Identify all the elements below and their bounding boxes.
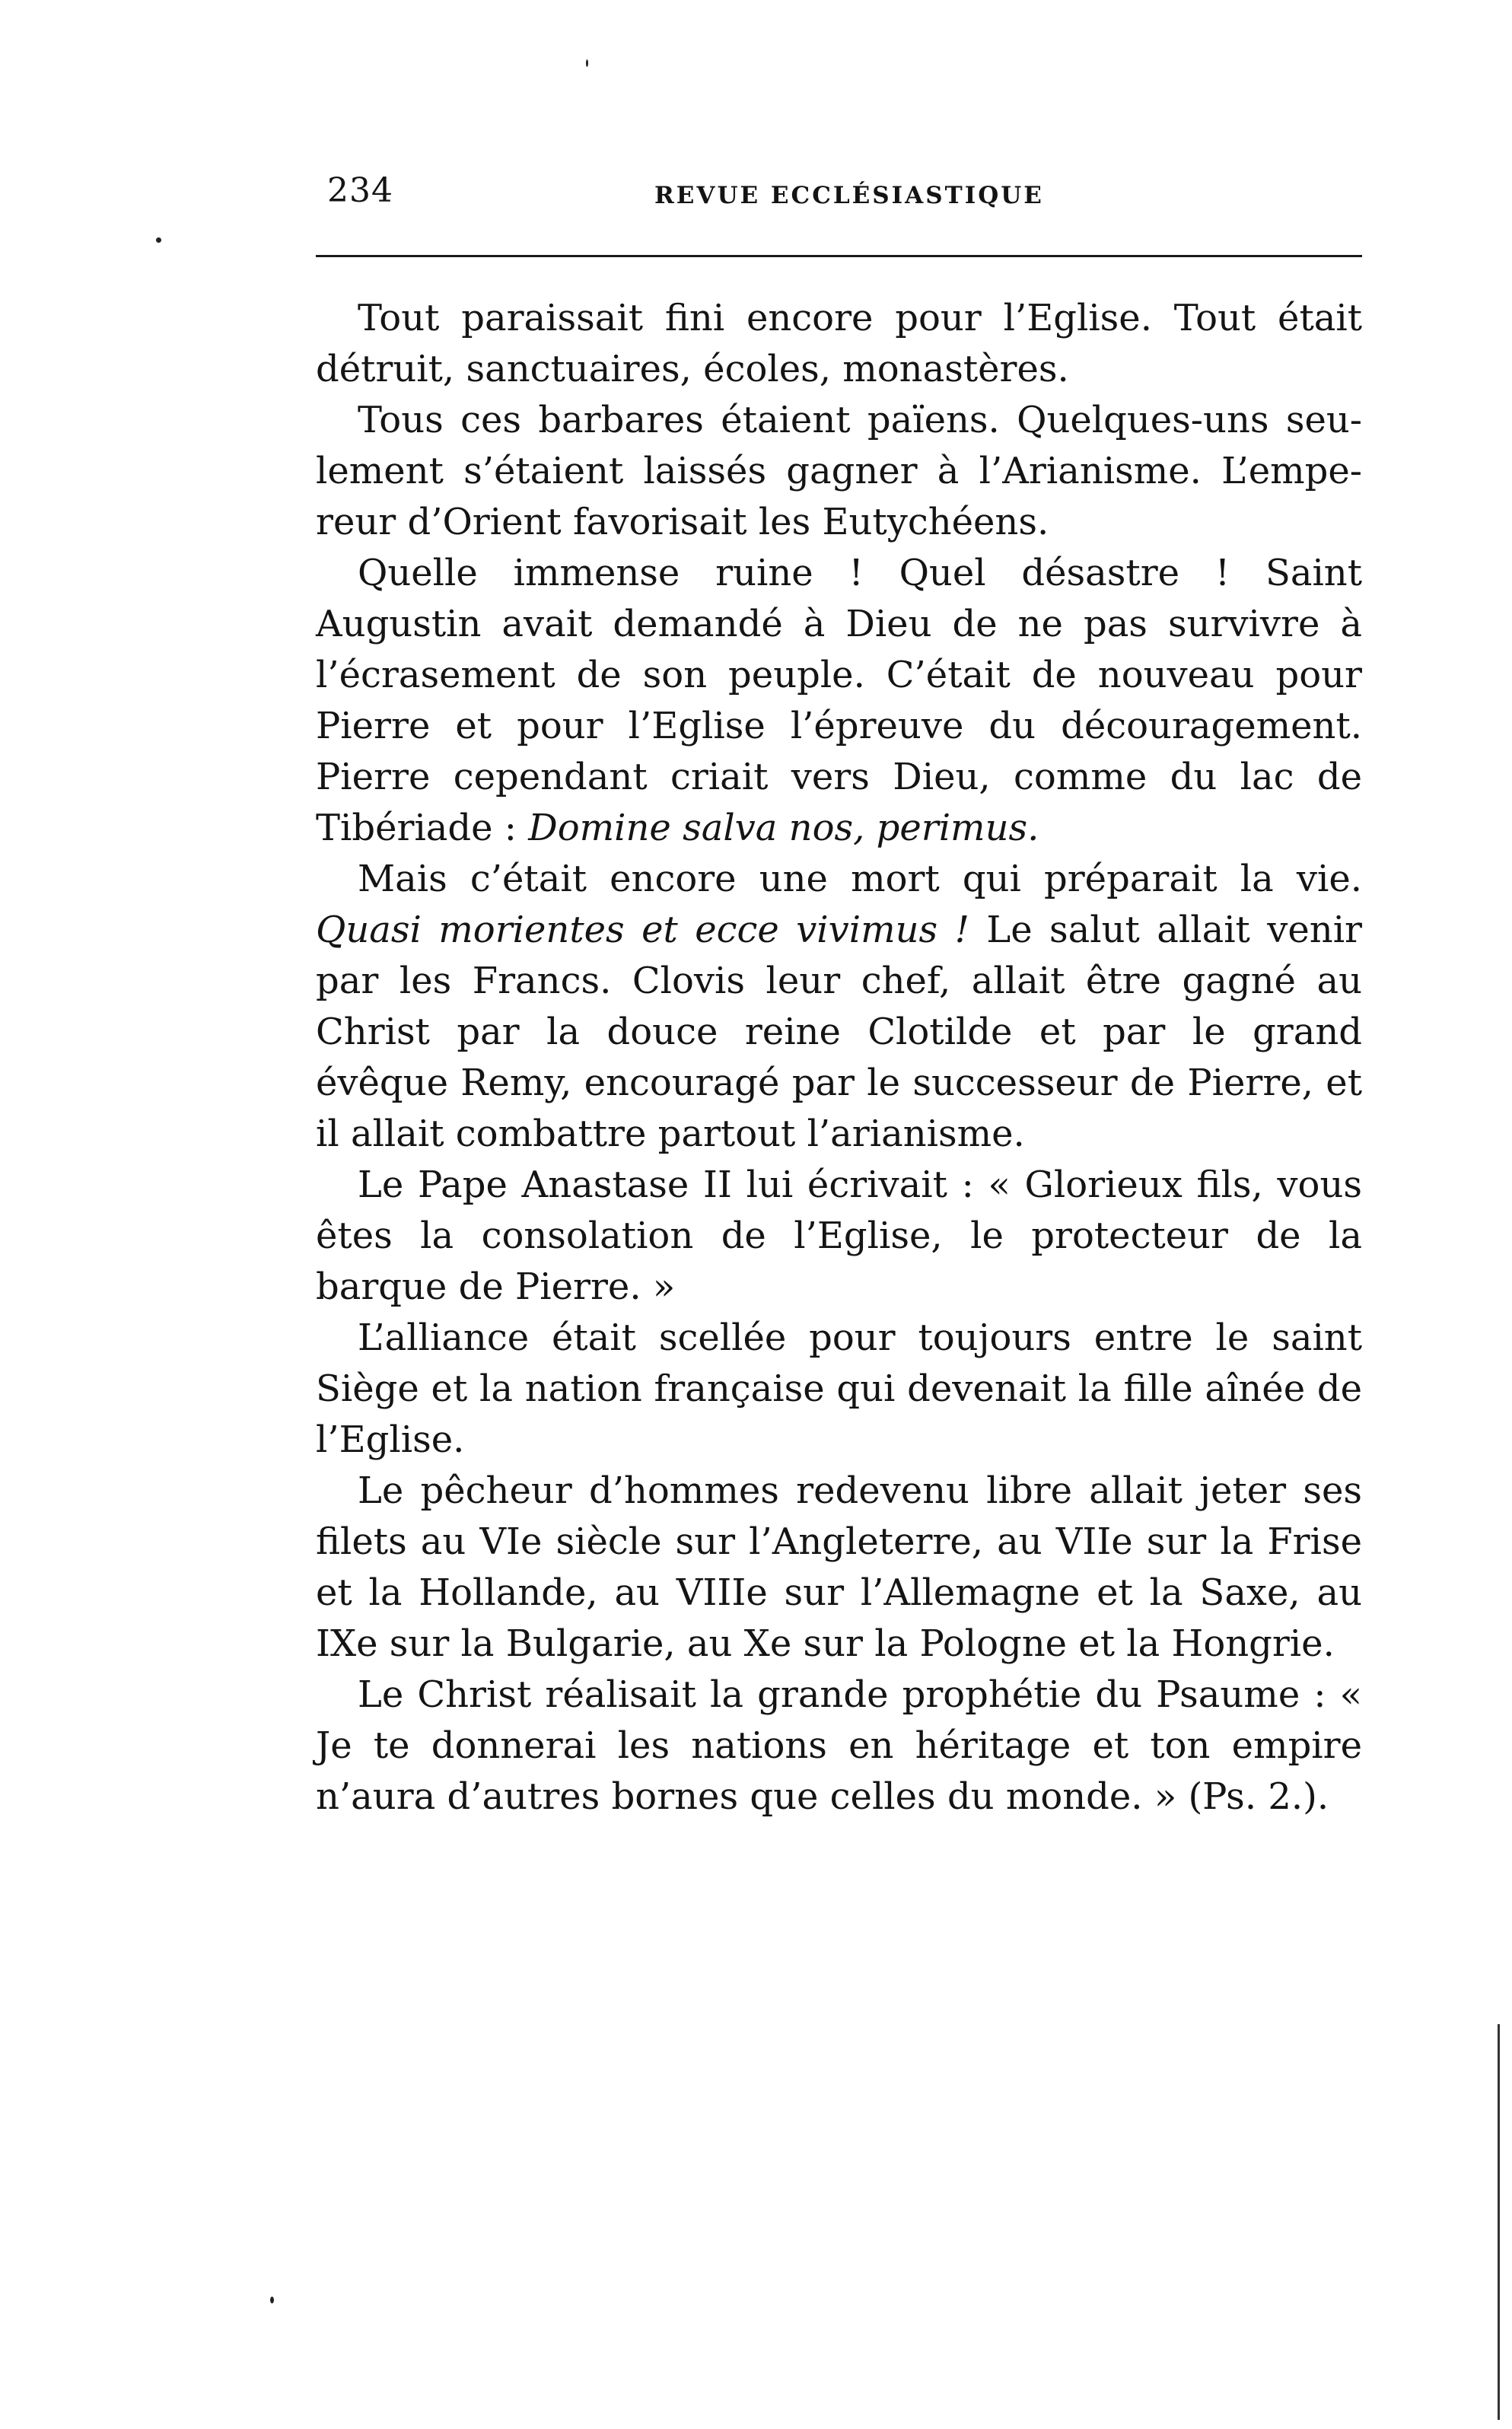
- latin-quote: Domine salva nos, perimus.: [528, 807, 1039, 849]
- scan-edge-mark: [1498, 2024, 1500, 2420]
- page-header: [327, 171, 1362, 217]
- text-segment: Le Christ réalisait la grande prophétie du Psaume : « Je te donnerai les nations en héritage et ton empire n’aura d’autres bornes que celles du monde. » (Ps. 2.).: [316, 1673, 1362, 1818]
- paragraph: [316, 1670, 1362, 1823]
- header-rule: [316, 255, 1362, 257]
- scan-speck: [270, 2297, 274, 2303]
- text-segment: Le salut allait venir par les Francs. Clovis leur chef, allait être gagné au Christ par la douce reine Clotilde et par le grand évêque Remy, encouragé par le successeur de Pierre, et il allait combattre partout l’arianisme.: [316, 909, 1362, 1155]
- paragraph: [316, 548, 1362, 854]
- page-number: 234: [327, 171, 393, 210]
- text-segment: Tout paraissait fini encore pour l’Eglise. Tout était détruit, sanctuaires, écoles, monastères.: [316, 297, 1362, 390]
- text-segment: Tous ces barbares étaient païens. Quelques-uns seu-lement s’étaient laissés gagner à l’Arianisme. L’empe-reur d’Orient favorisait les Eutychéens.: [316, 399, 1362, 543]
- scan-speck: [156, 237, 161, 243]
- latin-quote: Quasi morientes et ecce vivimus !: [316, 909, 969, 951]
- scan-speck: [586, 59, 588, 67]
- text-segment: Le pêcheur d’hommes redevenu libre allait jeter ses filets au VIe siècle sur l’Angleterre, au VIIe sur la Frise et la Hollande, au VIIIe sur l’Allemagne et la Saxe, au IXe sur la Bulgarie, au Xe sur la Pologne et la Hongrie.: [316, 1469, 1362, 1665]
- text-segment: L’alliance était scellée pour toujours entre le saint Siège et la nation française qui devenait la fille aînée de l’Eglise.: [316, 1316, 1362, 1461]
- running-title: REVUE ECCLÉSIASTIQUE: [654, 182, 1044, 209]
- body-text: [316, 293, 1362, 1823]
- paragraph: [316, 854, 1362, 1160]
- paragraph: [316, 293, 1362, 395]
- text-segment: Mais c’était encore une mort qui préparait la vie.: [358, 858, 1362, 900]
- paragraph: [316, 395, 1362, 548]
- paragraph: [316, 1313, 1362, 1466]
- paragraph: [316, 1466, 1362, 1670]
- paragraph: [316, 1160, 1362, 1313]
- text-segment: Le Pape Anastase II lui écrivait : « Glorieux fils, vous êtes la consolation de l’Eglise, le protecteur de la barque de Pierre. »: [316, 1164, 1362, 1308]
- text-segment: Quelle immense ruine ! Quel désastre ! Saint Augustin avait demandé à Dieu de ne pas survivre à l’écrasement de son peuple. C’était de nouveau pour Pierre et pour l’Eglise l’épreuve du découragement. Pierre cependant criait vers Dieu, comme du lac de Tibériade :: [316, 552, 1362, 849]
